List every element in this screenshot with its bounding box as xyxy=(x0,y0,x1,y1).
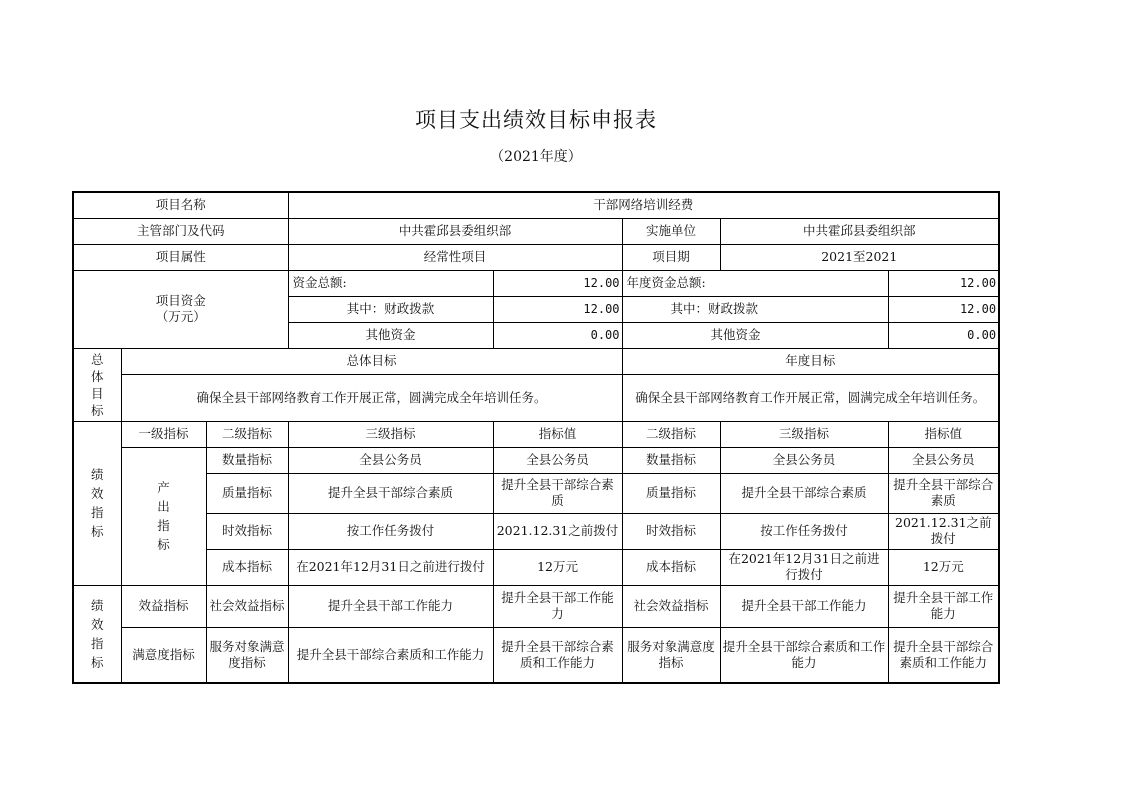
row-l3-annual: 全县公务员 xyxy=(720,447,888,473)
annual-total-label: 年度资金总额: xyxy=(622,270,888,296)
fiscal-value: 12.00 xyxy=(493,296,622,322)
attr-value: 经常性项目 xyxy=(288,244,622,270)
row-l2-annual: 质量指标 xyxy=(622,473,720,513)
col-value: 指标值 xyxy=(493,421,622,447)
row-value-annual: 提升全县干部综合素质 xyxy=(888,473,999,513)
perf-side-label-2: 绩 效 指 标 xyxy=(73,585,121,683)
row-l2: 社会效益指标 xyxy=(206,585,288,627)
row-l3: 全县公务员 xyxy=(288,447,493,473)
perf-side-label: 绩 效 指 标 xyxy=(73,421,121,585)
row-l2: 成本指标 xyxy=(206,549,288,585)
funds-label-line2: （万元） xyxy=(155,309,206,324)
row-value: 2021.12.31之前拨付 xyxy=(493,513,622,549)
table-row xyxy=(73,513,999,549)
period-label: 项目期 xyxy=(622,244,720,270)
annual-goal-text: 确保全县干部网络教育工作开展正常，圆满完成全年培训任务。 xyxy=(622,374,999,421)
satisfaction-indicator-label: 满意度指标 xyxy=(121,627,206,683)
period-value: 2021至2021 xyxy=(720,244,999,270)
col-level2-annual: 二级指标 xyxy=(622,421,720,447)
row-value: 提升全县干部综合素质 xyxy=(493,473,622,513)
overall-goal-text: 确保全县干部网络教育工作开展正常，圆满完成全年培训任务。 xyxy=(121,374,622,421)
project-name-label: 项目名称 xyxy=(73,192,288,218)
row-l2: 时效指标 xyxy=(206,513,288,549)
row-l3: 按工作任务拨付 xyxy=(288,513,493,549)
annual-total-value: 12.00 xyxy=(888,270,999,296)
table-row xyxy=(73,447,999,473)
table-row xyxy=(73,473,999,513)
table-row xyxy=(73,585,999,627)
row-value: 全县公务员 xyxy=(493,447,622,473)
row-l3: 在2021年12月31日之前进行拨付 xyxy=(288,549,493,585)
row-l3-annual: 在2021年12月31日之前进行拨付 xyxy=(720,549,888,585)
row-l2-annual: 时效指标 xyxy=(622,513,720,549)
row-value-annual: 2021.12.31之前拨付 xyxy=(888,513,999,549)
row-value: 提升全县干部工作能力 xyxy=(493,585,622,627)
row-l2-annual: 成本指标 xyxy=(622,549,720,585)
dept-value: 中共霍邱县委组织部 xyxy=(288,218,622,244)
col-level2: 二级指标 xyxy=(206,421,288,447)
row-value-annual: 提升全县干部工作能力 xyxy=(888,585,999,627)
row-l2-annual: 社会效益指标 xyxy=(622,585,720,627)
row-l3-annual: 提升全县干部综合素质和工作能力 xyxy=(720,627,888,683)
overall-goal-header: 总体目标 xyxy=(121,348,622,374)
row-value: 提升全县干部综合素质和工作能力 xyxy=(493,627,622,683)
dept-label: 主管部门及代码 xyxy=(73,218,288,244)
row-l2: 数量指标 xyxy=(206,447,288,473)
other-funds-label: 其他资金 xyxy=(288,322,493,348)
annual-other-label: 其他资金 xyxy=(622,322,888,348)
row-value-annual: 全县公务员 xyxy=(888,447,999,473)
row-l3: 提升全县干部工作能力 xyxy=(288,585,493,627)
overall-goal-side-label: 总 体 目 标 xyxy=(73,348,121,421)
col-value-annual: 指标值 xyxy=(888,421,999,447)
page-title: 项目支出绩效目标申报表 xyxy=(415,108,657,132)
col-level1: 一级指标 xyxy=(121,421,206,447)
annual-other-value: 0.00 xyxy=(888,322,999,348)
attr-label: 项目属性 xyxy=(73,244,288,270)
funds-label xyxy=(73,270,288,348)
row-l3: 提升全县干部综合素质和工作能力 xyxy=(288,627,493,683)
project-name-value: 干部网络培训经费 xyxy=(288,192,999,218)
declaration-table xyxy=(72,191,1000,684)
impl-unit-value: 中共霍邱县委组织部 xyxy=(720,218,999,244)
row-l2: 质量指标 xyxy=(206,473,288,513)
row-l2-annual: 服务对象满意度指标 xyxy=(622,627,720,683)
row-value-annual: 12万元 xyxy=(888,549,999,585)
row-l3-annual: 提升全县干部工作能力 xyxy=(720,585,888,627)
total-funds-value: 12.00 xyxy=(493,270,622,296)
other-funds-value: 0.00 xyxy=(493,322,622,348)
row-l3: 提升全县干部综合素质 xyxy=(288,473,493,513)
impl-unit-label: 实施单位 xyxy=(622,218,720,244)
row-value: 12万元 xyxy=(493,549,622,585)
row-value-annual: 提升全县干部综合素质和工作能力 xyxy=(888,627,999,683)
row-l3-annual: 按工作任务拨付 xyxy=(720,513,888,549)
output-indicator-label: 产 出 指 标 xyxy=(121,447,206,585)
row-l2-annual: 数量指标 xyxy=(622,447,720,473)
funds-label-line1: 项目资金 xyxy=(155,293,206,308)
col-level3: 三级指标 xyxy=(288,421,493,447)
benefit-indicator-label: 效益指标 xyxy=(121,585,206,627)
table-row xyxy=(73,627,999,683)
table-row xyxy=(73,549,999,585)
annual-fiscal-value: 12.00 xyxy=(888,296,999,322)
row-l3-annual: 提升全县干部综合素质 xyxy=(720,473,888,513)
fiscal-label: 其中：财政拨款 xyxy=(288,296,493,322)
col-level3-annual: 三级指标 xyxy=(720,421,888,447)
annual-fiscal-label: 其中：财政拨款 xyxy=(622,296,888,322)
total-funds-label: 资金总额: xyxy=(288,270,493,296)
row-l2: 服务对象满意度指标 xyxy=(206,627,288,683)
page-subtitle: （2021年度） xyxy=(490,149,582,165)
annual-goal-header: 年度目标 xyxy=(622,348,999,374)
